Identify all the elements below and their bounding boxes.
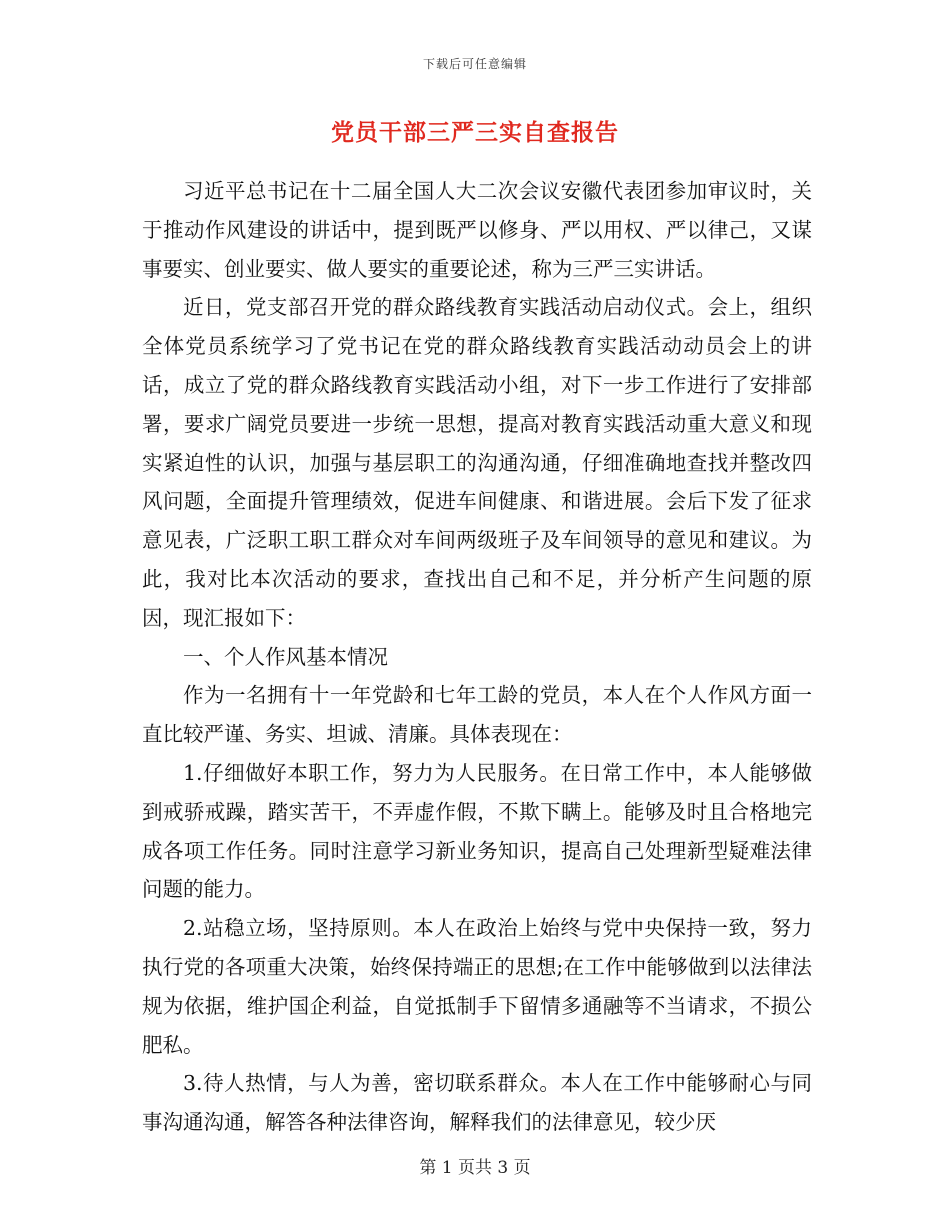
paragraph: 1.仔细做好本职工作，努力为人民服务。在日常工作中，本人能够做到戒骄戒躁，踏实苦干，不弄虚作假，不欺下瞒上。能够及时且合格地完成各项工作任务。同时注意学习新业务知识，提高自己处理新型疑难法律问题的能力。	[142, 760, 812, 902]
section-heading: 一、个人作风基本情况	[183, 644, 388, 669]
paragraph: 3.待人热情，与人为善，密切联系群众。本人在工作中能够耐心与同事沟通沟通，解答各种法律咨询，解释我们的法律意见，较少厌	[142, 1071, 812, 1135]
paragraph: 近日，党支部召开党的群众路线教育实践活动启动仪式。会上，组织全体党员系统学习了党书记在党的群众路线教育实践活动动员会上的讲话，成立了党的群众路线教育实践活动小组，对下一步工作进行了安排部署，要求广阔党员要进一步统一思想，提高对教育实践活动重大意义和现实紧迫性的认识，加强与基层职工的沟通沟通，仔细准确地查找并整改四风问题，全面提升管理绩效，促进车间健康、和谐进展。会后下发了征求意见表，广泛职工职工群众对车间两级班子及车间领导的意见和建议。为此，我对比本次活动的要求，查找出自己和不足，并分析产生问题的原因，现汇报如下：	[142, 295, 812, 630]
paragraph: 2.站稳立场，坚持原则。本人在政治上始终与党中央保持一致，努力执行党的各项重大决策，始终保持端正的思想;在工作中能够做到以法律法规为依据，维护国企利益，自觉抵制手下留情多通融等不当请求，不损公肥私。	[142, 916, 812, 1057]
paragraph: 作为一名拥有十一年党龄和七年工龄的党员，本人在个人作风方面一直比较严谨、务实、坦诚、清廉。具体表现在：	[142, 683, 812, 747]
document-title: 党员干部三严三实自查报告	[331, 119, 619, 146]
page-number: 第 1 页共 3 页	[419, 1158, 531, 1178]
document-body	[142, 172, 812, 1142]
paragraph: 习近平总书记在十二届全国人大二次会议安徽代表团参加审议时，关于推动作风建设的讲话中，提到既严以修身、严以用权、严以律己，又谋事要实、创业要实、做人要实的重要论述，称为三严三实讲话。	[142, 179, 812, 281]
header-note: 下载后可任意编辑	[422, 57, 527, 71]
